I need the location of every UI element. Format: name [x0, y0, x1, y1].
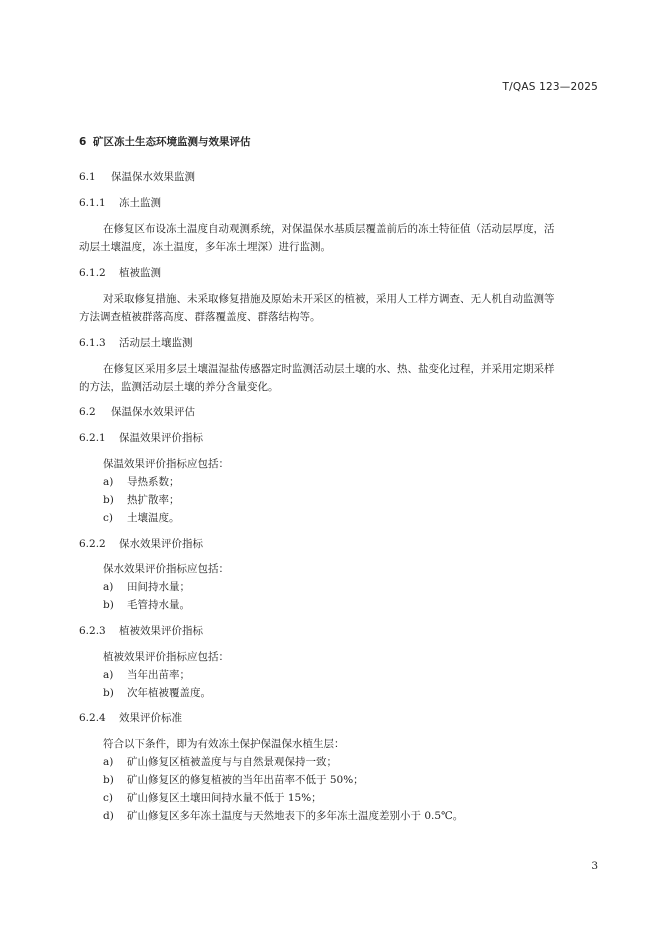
- clause-title: 植被监测: [119, 267, 161, 279]
- list-marker: a): [103, 581, 114, 593]
- clause-heading: [79, 431, 203, 445]
- list-marker: a): [103, 669, 114, 681]
- list-marker: b): [103, 494, 114, 506]
- paragraph-line: 在修复区采用多层土壤温湿盐传感器定时监测活动层土壤的水、热、盐变化过程，并采用定期采样: [103, 363, 555, 375]
- list-marker: a): [103, 756, 114, 768]
- list-intro: 保水效果评价指标应包括：: [103, 563, 229, 575]
- list-item-text: 矿山修复区的修复植被的当年出苗率不低于 50%；: [127, 774, 364, 786]
- list-item-text: 毛管持水量。: [127, 599, 190, 611]
- list-intro: 保温效果评价指标应包括：: [103, 458, 229, 470]
- clause-number: 6.2.3: [79, 625, 106, 637]
- list-marker: b): [103, 774, 114, 786]
- document-code: T/QAS 123—2025: [502, 81, 598, 93]
- clause-title: 效果评价标准: [119, 712, 182, 724]
- clause-heading: [79, 711, 182, 725]
- subsection-number: 6.2: [79, 406, 96, 418]
- clause-title: 保水效果评价指标: [119, 538, 203, 550]
- clause-heading: [79, 266, 161, 280]
- clause-title: 植被效果评价指标: [119, 625, 203, 637]
- clause-number: 6.1.3: [79, 337, 106, 349]
- list-item-text: 矿山修复区植被盖度与与自然景观保持一致；: [127, 756, 337, 768]
- list-item: [103, 773, 364, 787]
- page-number: 3: [591, 860, 598, 872]
- subsection-number: 6.1: [79, 171, 96, 183]
- list-item-text: 矿山修复区土壤田间持水量不低于 15%；: [127, 792, 322, 804]
- clause-number: 6.2.4: [79, 712, 106, 724]
- section-number: 6: [79, 136, 87, 148]
- list-marker: c): [103, 512, 113, 524]
- subsection-heading: [79, 170, 195, 184]
- list-marker: c): [103, 792, 113, 804]
- subsection-title: 保温保水效果监测: [111, 171, 195, 183]
- list-marker: d): [103, 810, 114, 822]
- list-item-text: 土壤温度。: [127, 512, 180, 524]
- list-marker: b): [103, 687, 114, 699]
- clause-title: 冻土监测: [119, 197, 161, 209]
- clause-number: 6.2.2: [79, 538, 106, 550]
- list-item: [103, 511, 180, 525]
- list-item: [103, 809, 463, 823]
- paragraph-line: 方法调查植被群落高度、群落覆盖度、群落结构等。: [79, 311, 321, 323]
- list-item: [103, 791, 322, 805]
- list-marker: a): [103, 476, 114, 488]
- section-heading: [79, 135, 251, 149]
- list-item: [103, 493, 180, 507]
- subsection-title: 保温保水效果评估: [111, 406, 195, 418]
- section-title: 矿区冻土生态环境监测与效果评估: [93, 136, 251, 148]
- list-item-text: 次年植被覆盖度。: [127, 687, 211, 699]
- list-item-text: 矿山修复区多年冻土温度与天然地表下的多年冻土温度差别小于 0.5℃。: [127, 810, 464, 822]
- list-item: [103, 686, 211, 700]
- clause-number: 6.1.1: [79, 197, 106, 209]
- list-intro: 符合以下条件，即为有效冻土保护保温保水植生层：: [103, 738, 345, 750]
- paragraph-line: 在修复区布设冻土温度自动观测系统，对保温保水基质层覆盖前后的冻土特征值（活动层厚度，活: [103, 223, 555, 235]
- clause-heading: [79, 537, 203, 551]
- clause-heading: [79, 336, 193, 350]
- list-item-text: 导热系数；: [127, 476, 180, 488]
- paragraph-line: 动层土壤温度，冻土温度，多年冻土埋深）进行监测。: [79, 241, 331, 253]
- list-item: [103, 668, 190, 682]
- clause-number: 6.1.2: [79, 267, 106, 279]
- list-item: [103, 475, 180, 489]
- paragraph-line: 对采取修复措施、未采取修复措施及原始未开采区的植被，采用人工样方调查、无人机自动监测等: [103, 293, 555, 305]
- list-marker: b): [103, 599, 114, 611]
- clause-heading: [79, 624, 203, 638]
- list-item: [103, 598, 190, 612]
- clause-title: 保温效果评价指标: [119, 432, 203, 444]
- subsection-heading: [79, 405, 195, 419]
- clause-heading: [79, 196, 161, 210]
- clause-title: 活动层土壤监测: [119, 337, 193, 349]
- list-intro: 植被效果评价指标应包括：: [103, 651, 229, 663]
- paragraph-line: 的方法，监测活动层土壤的养分含量变化。: [79, 381, 279, 393]
- list-item: [103, 755, 337, 769]
- clause-number: 6.2.1: [79, 432, 106, 444]
- list-item: [103, 580, 190, 594]
- list-item-text: 热扩散率；: [127, 494, 180, 506]
- list-item-text: 田间持水量；: [127, 581, 190, 593]
- list-item-text: 当年出苗率；: [127, 669, 190, 681]
